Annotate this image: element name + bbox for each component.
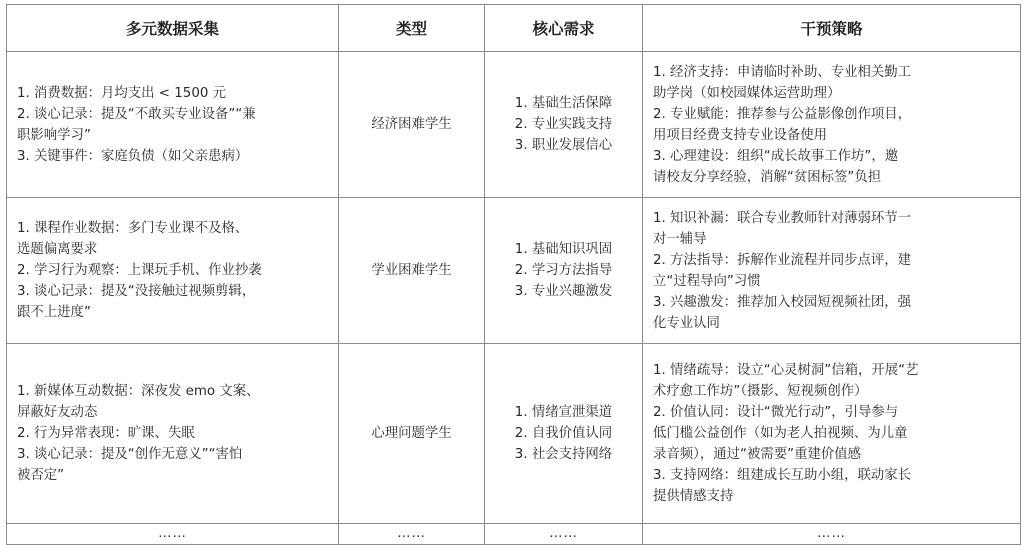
needs-cell	[485, 52, 643, 198]
table-row	[7, 344, 1021, 524]
need-item: 3. 专业兴趣激发	[514, 284, 613, 299]
data-line: 屏蔽好友动态	[17, 405, 98, 420]
strategy-line: 低门槛公益创作（如为老人拍视频、为儿童	[653, 426, 908, 441]
needs-cell	[485, 344, 643, 524]
strategy-line: 3. 支持网络：组建成长互助小组，联动家长	[653, 468, 912, 483]
header-strategy: 干预策略	[643, 5, 1021, 52]
data-line: 1. 课程作业数据：多门专业课不及格、	[17, 221, 249, 236]
intervention-table	[6, 4, 1021, 545]
strategy-line: 1. 情绪疏导：设立“心灵树洞”信箱，开展“艺	[653, 363, 919, 378]
data-line: 选题偏离要求	[17, 242, 98, 257]
header-data-collection: 多元数据采集	[7, 5, 339, 52]
data-line: 2. 行为异常表现：旷课、失眠	[17, 426, 195, 441]
need-item: 1. 基础生活保障	[514, 96, 613, 111]
data-line: 1. 消费数据：月均支出 < 1500 元	[17, 85, 227, 101]
strategy-line: 1. 知识补漏：联合专业教师针对薄弱环节一	[653, 210, 912, 226]
strategy-line: 录音频），通过“被需要”重建价值感	[653, 447, 862, 462]
strategy-line: 2. 方法指导：拆解作业流程并同步点评，建	[653, 252, 912, 268]
table-row	[7, 198, 1021, 344]
data-line: 1. 新媒体互动数据：深夜发 emo 文案、	[17, 384, 260, 399]
needs-cell	[485, 198, 643, 344]
data-line: 3. 关键事件：家庭负债（如父亲患病）	[17, 148, 249, 164]
data-collection-cell	[7, 344, 339, 524]
strategy-line: 提供情感支持	[653, 489, 734, 504]
strategy-line: 3. 兴趣激发：推荐加入校园短视频社团，强	[653, 294, 912, 310]
need-item: 1. 情绪宣泄渠道	[514, 405, 613, 420]
type-cell: 经济困难学生	[339, 52, 485, 198]
data-line: 2. 学习行为观察：上课玩手机、作业抄袭	[17, 263, 262, 278]
data-line: 2. 谈心记录：提及“不敢买专业设备”“兼	[17, 106, 256, 122]
need-item: 2. 专业实践支持	[514, 117, 613, 132]
strategy-line: 用项目经费支持专业设备使用	[653, 127, 828, 143]
strategy-line: 2. 价值认同：设计“微光行动”，引导参与	[653, 405, 899, 420]
table-row	[7, 52, 1021, 198]
strategy-cell	[643, 52, 1021, 198]
strategy-line: 对一辅导	[653, 231, 707, 247]
strategy-line: 术疗愈工作坊”（摄影、短视频创作）	[653, 384, 868, 399]
need-item: 3. 职业发展信心	[514, 138, 613, 153]
data-line: 跟不上进度”	[17, 305, 91, 320]
data-line: 3. 谈心记录：提及“创作无意义”“害怕	[17, 447, 243, 462]
ellipsis-row	[7, 524, 1021, 545]
need-item: 3. 社会支持网络	[514, 447, 613, 462]
header-type: 类型	[339, 5, 485, 52]
strategy-line: 助学岗（如校园媒体运营助理）	[653, 85, 841, 101]
need-item: 2. 自我价值认同	[514, 426, 613, 441]
header-core-needs: 核心需求	[485, 5, 643, 52]
header-row	[7, 5, 1021, 52]
strategy-line: 请校友分享经验，消解“贫困标签”负担	[653, 169, 882, 185]
type-cell: 心理问题学生	[339, 344, 485, 524]
need-item: 1. 基础知识巩固	[514, 242, 613, 257]
data-collection-cell	[7, 198, 339, 344]
need-item: 2. 学习方法指导	[514, 263, 613, 278]
ellipsis-cell: ……	[339, 524, 485, 545]
data-line: 职影响学习”	[17, 127, 91, 143]
strategy-cell	[643, 198, 1021, 344]
ellipsis-cell: ……	[7, 524, 339, 545]
strategy-line: 2. 专业赋能：推荐参与公益影像创作项目，	[653, 106, 912, 122]
data-collection-cell	[7, 52, 339, 198]
strategy-line: 3. 心理建设：组织“成长故事工作坊”，邀	[653, 148, 899, 164]
ellipsis-cell: ……	[643, 524, 1021, 545]
strategy-cell	[643, 344, 1021, 524]
data-line: 3. 谈心记录：提及“没接触过视频剪辑，	[17, 284, 256, 299]
strategy-line: 1. 经济支持：申请临时补助、专业相关勤工	[653, 64, 912, 80]
ellipsis-cell: ……	[485, 524, 643, 545]
data-line: 被否定”	[17, 468, 65, 483]
strategy-line: 立“过程导向”习惯	[653, 273, 761, 289]
strategy-line: 化专业认同	[653, 315, 720, 331]
type-cell: 学业困难学生	[339, 198, 485, 344]
